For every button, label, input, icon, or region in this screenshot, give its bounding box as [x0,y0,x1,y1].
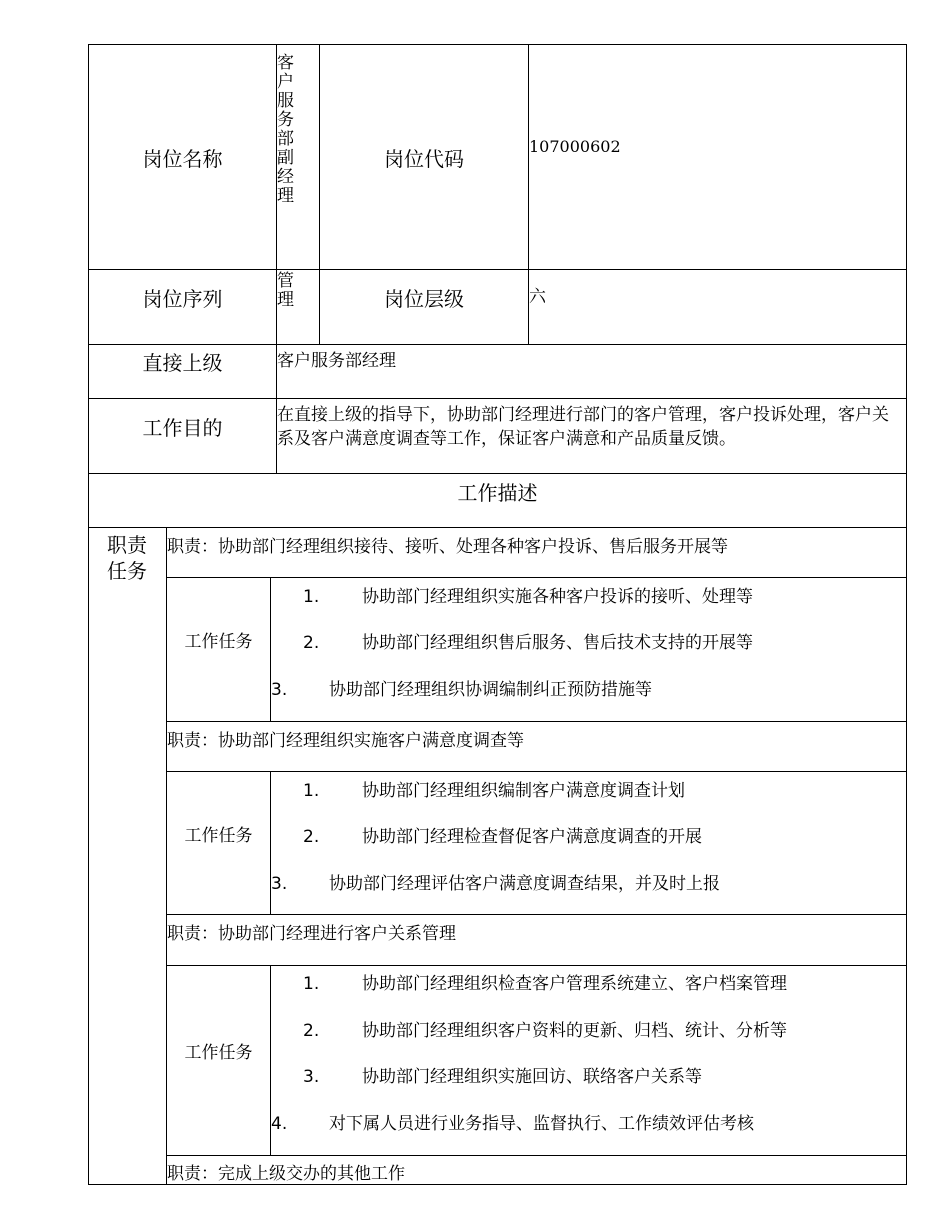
task-label: 工作任务 [184,825,253,846]
task-number: 2. [303,1021,320,1041]
task-text: 协助部门经理组织实施回访、联络客户关系等 [362,1067,702,1087]
position-series-value: 管理 [277,271,294,310]
position-level-label: 岗位层级 [384,286,464,311]
task-text: 协助部门经理评估客户满意度调查结果，并及时上报 [329,874,720,894]
task-text: 协助部门经理组织售后服务、售后技术支持的开展等 [362,633,753,653]
duty-item: 职责：协助部门经理进行客户关系管理 [167,924,456,944]
position-level-value: 六 [529,287,546,307]
task-item [271,869,720,894]
task-item [271,675,652,700]
task-text: 协助部门经理检查督促客户满意度调查的开展 [362,827,702,847]
purpose-value: 在直接上级的指导下，协助部门经理进行部门的客户管理，客户投诉处理，客户关系及客户满意度调查等工作，保证客户满意和产品质量反馈。 [277,405,889,449]
task-item [303,582,753,607]
supervisor-value: 客户服务部经理 [277,351,396,371]
duty-item: 职责：协助部门经理组织接待、接听、处理各种客户投诉、售后服务开展等 [167,537,728,557]
task-number: 2. [303,633,320,653]
position-code-label: 岗位代码 [384,146,464,171]
task-item [303,822,702,847]
task-number: 3. [271,874,288,894]
purpose-label: 工作目的 [142,415,223,440]
position-code-value: 107000602 [529,137,621,156]
task-item [303,628,753,653]
task-text: 对下属人员进行业务指导、监督执行、工作绩效评估考核 [329,1114,754,1134]
position-series-label: 岗位序列 [142,286,223,311]
task-label: 工作任务 [184,631,253,652]
task-item [303,969,787,994]
task-text: 协助部门经理组织检查客户管理系统建立、客户档案管理 [362,974,787,994]
task-item [303,1016,787,1041]
task-number: 3. [271,680,288,700]
task-item [303,1062,702,1087]
task-number: 4. [271,1114,288,1134]
position-name-value: 客户服务部副经理 [277,53,294,206]
supervisor-label: 直接上级 [142,351,223,375]
task-text: 协助部门经理组织实施各种客户投诉的接听、处理等 [362,587,753,607]
position-name-label: 岗位名称 [142,146,223,171]
duties-label: 职责任务 [107,533,147,583]
task-text: 协助部门经理组织客户资料的更新、归档、统计、分析等 [362,1021,787,1041]
duty-item: 职责：完成上级交办的其他工作 [167,1164,405,1184]
task-label: 工作任务 [184,1042,253,1063]
task-text: 协助部门经理组织编制客户满意度调查计划 [362,781,685,801]
task-text: 协助部门经理组织协调编制纠正预防措施等 [329,680,652,700]
task-number: 1. [303,781,320,801]
task-item [271,1109,754,1134]
duty-item: 职责：协助部门经理组织实施客户满意度调查等 [167,731,524,751]
task-number: 1. [303,587,320,607]
task-item [303,776,685,801]
task-number: 2. [303,827,320,847]
task-number: 3. [303,1067,320,1087]
task-number: 1. [303,974,320,994]
description-title: 工作描述 [457,480,538,505]
